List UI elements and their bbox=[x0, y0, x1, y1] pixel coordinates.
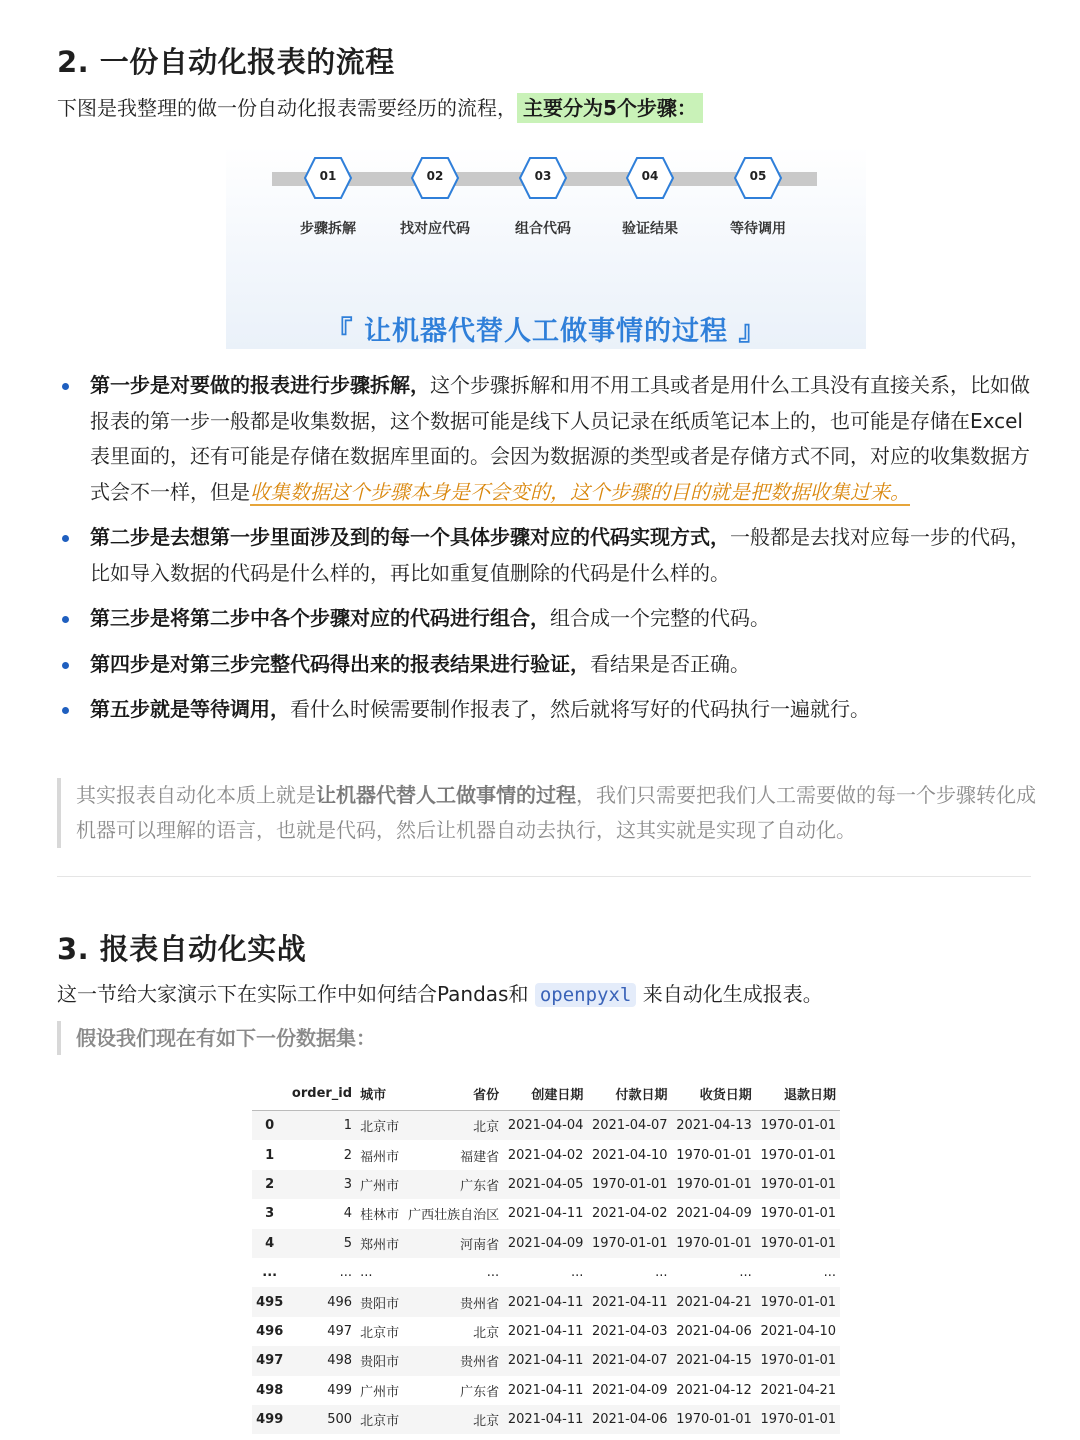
table-cell: 2021-04-03 bbox=[587, 1317, 671, 1346]
table-header: order_id bbox=[287, 1077, 356, 1111]
quote-text: 其实报表自动化本质上就是 bbox=[76, 783, 316, 807]
table-cell: 贵阳市 bbox=[356, 1346, 403, 1375]
table-cell: 1970-01-01 bbox=[756, 1229, 840, 1258]
table-cell: 1970-01-01 bbox=[756, 1287, 840, 1316]
table-cell: 2021-04-05 bbox=[503, 1170, 587, 1199]
table-cell: 贵州省 bbox=[403, 1346, 503, 1375]
flow-step-label: 找对应代码 bbox=[400, 221, 470, 237]
intro-text: 来自动化生成报表。 bbox=[642, 982, 823, 1006]
flow-step-5 bbox=[728, 156, 788, 200]
table-cell: 5 bbox=[287, 1229, 356, 1258]
table-cell: 2021-04-15 bbox=[672, 1346, 756, 1375]
hexagon-icon bbox=[410, 156, 460, 200]
list-item bbox=[57, 368, 1037, 510]
table-cell: 2021-04-06 bbox=[672, 1317, 756, 1346]
bullet-bold: 第三步是将第二步中各个步骤对应的代码进行组合， bbox=[90, 606, 550, 630]
table-cell: 3 bbox=[252, 1199, 287, 1228]
table-cell: ... bbox=[287, 1258, 356, 1287]
table-cell: ... bbox=[356, 1258, 403, 1287]
flow-step-1 bbox=[298, 156, 358, 200]
table-cell: 福州市 bbox=[356, 1140, 403, 1169]
table-row bbox=[252, 1405, 840, 1434]
table-cell: 0 bbox=[252, 1111, 287, 1141]
table-cell: 1970-01-01 bbox=[756, 1140, 840, 1169]
table-header-row bbox=[252, 1077, 840, 1111]
table-cell: 1970-01-01 bbox=[672, 1170, 756, 1199]
flow-step-num: 03 bbox=[534, 169, 552, 183]
hexagon-icon bbox=[625, 156, 675, 200]
table-cell: 桂林市 bbox=[356, 1199, 403, 1228]
bullet-text: 看什么时候需要制作报表了，然后就将写好的代码执行一遍就行。 bbox=[290, 697, 870, 721]
table-cell: 1970-01-01 bbox=[587, 1170, 671, 1199]
blockquote bbox=[57, 778, 1046, 848]
table-cell: 2021-04-21 bbox=[672, 1287, 756, 1316]
table-cell: 2021-04-04 bbox=[503, 1111, 587, 1141]
table-cell: 2021-04-11 bbox=[587, 1287, 671, 1316]
bullet-text: 这个步骤拆解和用不用工具或者是用什么工具没有直接关系，比如做报表的第一步一般都是收集数据，这个数据可能是线下人员记录在纸质笔记本上的，也可能是存储在Excel表里面的，还有可能是存储在数据库里面的。会因为数据源的类型或者是存储方式不同，对应的收集数据方式会不一样，但是 bbox=[90, 373, 1030, 504]
table-cell: 1 bbox=[252, 1140, 287, 1169]
bullet-text: 一般都是去找对应每一步的代码，比如导入数据的代码是什么样的，再比如重复值删除的代码是什么样的。 bbox=[90, 525, 1030, 585]
data-table bbox=[252, 1077, 840, 1434]
table-cell: 2 bbox=[252, 1170, 287, 1199]
table-cell: 3 bbox=[287, 1170, 356, 1199]
table-cell: 2021-04-21 bbox=[756, 1376, 840, 1405]
table-cell: 2021-04-11 bbox=[503, 1317, 587, 1346]
table-header: 付款日期 bbox=[587, 1077, 671, 1111]
table-cell: 497 bbox=[252, 1346, 287, 1375]
table-cell: 500 bbox=[287, 1405, 356, 1434]
table-body bbox=[252, 1111, 840, 1435]
table-cell: 1970-01-01 bbox=[756, 1111, 840, 1141]
table-row bbox=[252, 1258, 840, 1287]
hexagon-icon bbox=[733, 156, 783, 200]
table-cell: 2021-04-12 bbox=[672, 1376, 756, 1405]
table-row bbox=[252, 1317, 840, 1346]
table-cell: 499 bbox=[252, 1405, 287, 1434]
table-cell: 495 bbox=[252, 1287, 287, 1316]
table-cell: 2 bbox=[287, 1140, 356, 1169]
table-cell: 498 bbox=[252, 1376, 287, 1405]
section2-title: 2. 一份自动化报表的流程 bbox=[57, 45, 395, 79]
table-cell: 499 bbox=[287, 1376, 356, 1405]
section2-intro bbox=[57, 92, 703, 121]
divider bbox=[57, 876, 1031, 877]
table-cell: 广州市 bbox=[356, 1376, 403, 1405]
table-cell: 广州市 bbox=[356, 1170, 403, 1199]
flow-step-label: 组合代码 bbox=[515, 221, 571, 237]
table-cell: 497 bbox=[287, 1317, 356, 1346]
table-cell: 2021-04-07 bbox=[587, 1346, 671, 1375]
table-cell: 496 bbox=[252, 1317, 287, 1346]
table-cell: 广西壮族自治区 bbox=[403, 1199, 503, 1228]
table-cell: 1970-01-01 bbox=[756, 1170, 840, 1199]
table-cell: 1970-01-01 bbox=[672, 1405, 756, 1434]
table-cell: 郑州市 bbox=[356, 1229, 403, 1258]
bullet-text: 看结果是否正确。 bbox=[590, 651, 750, 676]
table-cell: 496 bbox=[287, 1287, 356, 1316]
table-cell: 1970-01-01 bbox=[587, 1229, 671, 1258]
quote-bold: 让机器代替人工做事情的过程 bbox=[316, 783, 576, 807]
table-cell: 贵州省 bbox=[403, 1287, 503, 1316]
table-cell: 广东省 bbox=[403, 1376, 503, 1405]
table-cell: 1970-01-01 bbox=[756, 1405, 840, 1434]
list-item bbox=[57, 601, 1037, 637]
bullet-bold: 第五步就是等待调用， bbox=[90, 697, 290, 721]
quote-text: ，我们只需要把我们人工需要做的每一个步骤转化成机器可以理解的语言，也就是代码，然后让机器自动去执行，这其实就是实现了自动化。 bbox=[76, 783, 1036, 842]
table-cell: ... bbox=[252, 1258, 287, 1287]
bullet-text: 组合成一个完整的代码。 bbox=[550, 606, 770, 630]
table-cell: 2021-04-11 bbox=[503, 1376, 587, 1405]
table-cell: 2021-04-11 bbox=[503, 1346, 587, 1375]
table-cell: 河南省 bbox=[403, 1229, 503, 1258]
flow-diagram bbox=[226, 146, 866, 349]
table-row bbox=[252, 1346, 840, 1375]
table-header: 退款日期 bbox=[756, 1077, 840, 1111]
table-cell: 4 bbox=[252, 1229, 287, 1258]
flow-step-num: 05 bbox=[749, 169, 767, 183]
table-header: 创建日期 bbox=[503, 1077, 587, 1111]
intro-text: 下图是我整理的做一份自动化报表需要经历的流程， bbox=[57, 96, 517, 120]
table-header: 省份 bbox=[403, 1077, 503, 1111]
list-item bbox=[57, 647, 1037, 683]
table-cell: 2021-04-10 bbox=[587, 1140, 671, 1169]
flow-step-2 bbox=[405, 156, 465, 200]
bullet-bold: 第四步是对第三步完整代码得出来的报表结果进行验证， bbox=[90, 651, 590, 676]
flow-step-label: 等待调用 bbox=[730, 221, 786, 237]
table-cell: 1 bbox=[287, 1111, 356, 1141]
table-cell: 2021-04-11 bbox=[503, 1405, 587, 1434]
quote-text: 假设我们现在有如下一份数据集： bbox=[76, 1026, 376, 1050]
table-cell: 2021-04-09 bbox=[672, 1199, 756, 1228]
flow-step-3 bbox=[513, 156, 573, 200]
hexagon-icon bbox=[518, 156, 568, 200]
table-cell: 北京 bbox=[403, 1111, 503, 1141]
table-cell: 2021-04-09 bbox=[587, 1376, 671, 1405]
table-cell: 2021-04-02 bbox=[503, 1140, 587, 1169]
table-cell: 北京 bbox=[403, 1405, 503, 1434]
table-cell: 2021-04-10 bbox=[756, 1317, 840, 1346]
blockquote bbox=[57, 1021, 376, 1055]
table-cell: ... bbox=[587, 1258, 671, 1287]
flow-caption: 『 让机器代替人工做事情的过程 』 bbox=[325, 316, 767, 347]
flow-step-num: 02 bbox=[426, 169, 444, 183]
table-cell: 北京市 bbox=[356, 1111, 403, 1141]
table-row bbox=[252, 1170, 840, 1199]
bullet-bold: 第二步是去想第一步里面涉及到的每一个具体步骤对应的代码实现方式， bbox=[90, 525, 730, 549]
table-cell: 贵阳市 bbox=[356, 1287, 403, 1316]
table-row bbox=[252, 1229, 840, 1258]
table-cell: 1970-01-01 bbox=[672, 1140, 756, 1169]
table-header bbox=[252, 1077, 287, 1111]
intro-text: 这一节给大家演示下在实际工作中如何结合Pandas和 bbox=[57, 982, 529, 1006]
table-row bbox=[252, 1287, 840, 1316]
table-cell: 北京市 bbox=[356, 1405, 403, 1434]
flow-step-label: 验证结果 bbox=[622, 221, 678, 237]
table-row bbox=[252, 1199, 840, 1228]
flow-step-label: 步骤拆解 bbox=[300, 221, 356, 237]
section3-intro bbox=[57, 978, 823, 1007]
table-cell: 福建省 bbox=[403, 1140, 503, 1169]
table-cell: 2021-04-11 bbox=[503, 1199, 587, 1228]
table-cell: ... bbox=[403, 1258, 503, 1287]
table-cell: 2021-04-06 bbox=[587, 1405, 671, 1434]
table-cell: 2021-04-09 bbox=[503, 1229, 587, 1258]
table-header: 城市 bbox=[356, 1077, 403, 1111]
table-cell: 4 bbox=[287, 1199, 356, 1228]
table-cell: 2021-04-07 bbox=[587, 1111, 671, 1141]
table-cell: 1970-01-01 bbox=[672, 1229, 756, 1258]
flow-step-num: 01 bbox=[319, 169, 337, 183]
table-cell: 1970-01-01 bbox=[756, 1199, 840, 1228]
table-cell: 北京 bbox=[403, 1317, 503, 1346]
inline-code: openpyxl bbox=[535, 983, 637, 1007]
table-cell: 广东省 bbox=[403, 1170, 503, 1199]
table-cell: ... bbox=[756, 1258, 840, 1287]
table-cell: ... bbox=[672, 1258, 756, 1287]
list-item bbox=[57, 692, 1037, 728]
table-cell: 2021-04-11 bbox=[503, 1287, 587, 1316]
bullet-bold: 第一步是对要做的报表进行步骤拆解， bbox=[90, 373, 430, 397]
intro-highlight: 主要分为5个步骤： bbox=[517, 93, 703, 123]
steps-list bbox=[57, 368, 1037, 738]
flow-step-num: 04 bbox=[641, 169, 659, 183]
table-cell: 北京市 bbox=[356, 1317, 403, 1346]
table-header: 收货日期 bbox=[672, 1077, 756, 1111]
table-cell: 2021-04-02 bbox=[587, 1199, 671, 1228]
bullet-emphasis: 收集数据这个步骤本身是不会变的，这个步骤的目的就是把数据收集过来。 bbox=[250, 479, 910, 504]
hexagon-icon bbox=[303, 156, 353, 200]
list-item bbox=[57, 520, 1037, 591]
table-row bbox=[252, 1140, 840, 1169]
table-cell: 2021-04-13 bbox=[672, 1111, 756, 1141]
table-cell: 498 bbox=[287, 1346, 356, 1375]
flow-step-4 bbox=[620, 156, 680, 200]
table-cell: 1970-01-01 bbox=[756, 1346, 840, 1375]
section3-title: 3. 报表自动化实战 bbox=[57, 932, 307, 966]
table-row bbox=[252, 1376, 840, 1405]
table-row bbox=[252, 1111, 840, 1141]
table-cell: ... bbox=[503, 1258, 587, 1287]
